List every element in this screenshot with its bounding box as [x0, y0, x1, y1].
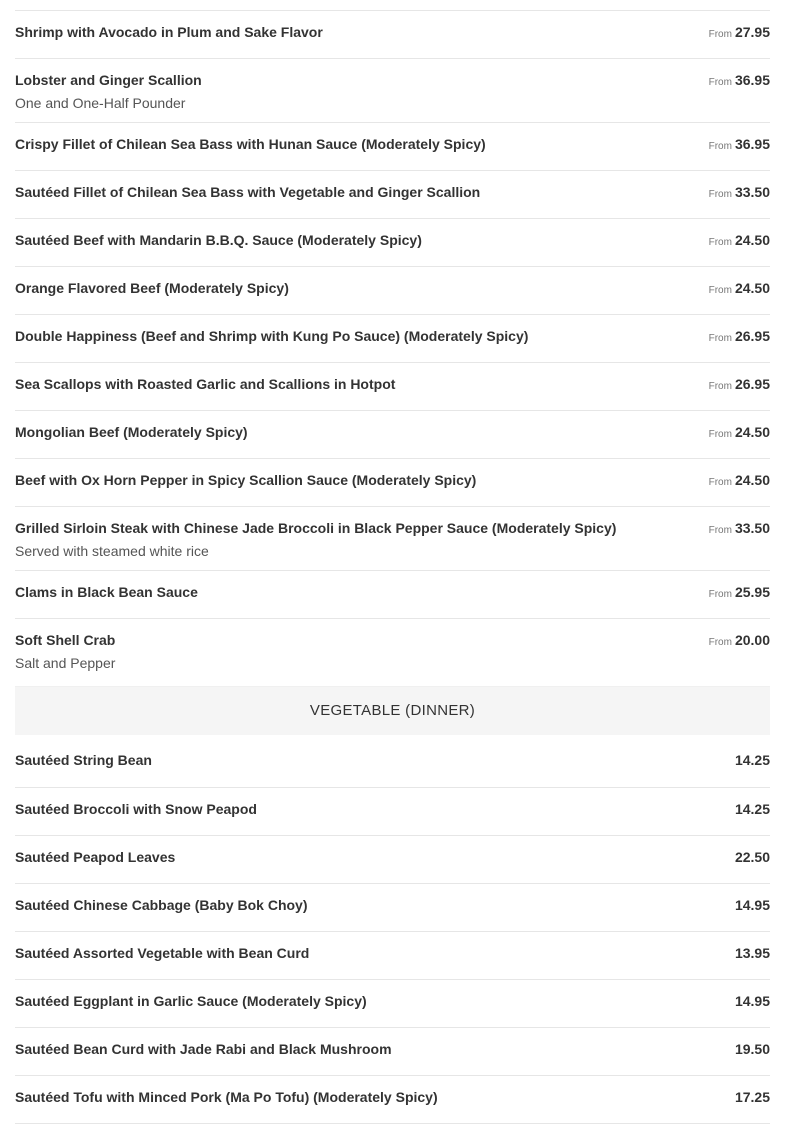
- item-description: One and One-Half Pounder: [15, 95, 186, 111]
- menu-item[interactable]: [15, 266, 770, 314]
- menu-bottom-divider: [15, 1123, 770, 1124]
- item-name: Sautéed Chinese Cabbage (Baby Bok Choy): [15, 897, 308, 913]
- item-name: Sautéed String Bean: [15, 752, 152, 768]
- price-value: 19.50: [734, 1041, 770, 1057]
- item-name: Sautéed Peapod Leaves: [15, 849, 176, 865]
- price-value: 24.50: [734, 472, 770, 488]
- menu-item[interactable]: [15, 931, 770, 979]
- price-value: 33.50: [734, 184, 770, 200]
- item-name: Lobster and Ginger Scallion: [15, 72, 202, 88]
- price-value: 14.25: [734, 801, 770, 817]
- from-label: From: [708, 29, 732, 40]
- item-price: [735, 752, 770, 768]
- from-label: From: [708, 285, 732, 296]
- item-name: Sautéed Bean Curd with Jade Rabi and Black Mushroom: [15, 1041, 392, 1057]
- from-label: From: [708, 333, 732, 344]
- section-header: VEGETABLE (DINNER): [15, 686, 770, 735]
- item-price: [735, 1089, 770, 1105]
- item-price: [709, 72, 770, 91]
- item-name: Double Happiness (Beef and Shrimp with Kung Po Sauce) (Moderately Spicy): [15, 328, 529, 344]
- menu-item[interactable]: [15, 458, 770, 506]
- price-value: 13.95: [734, 945, 770, 961]
- from-label: From: [708, 189, 732, 200]
- item-name: Sautéed Eggplant in Garlic Sauce (Moderately Spicy): [15, 993, 367, 1009]
- menu-item[interactable]: [15, 362, 770, 410]
- item-price: [709, 376, 770, 395]
- price-value: 36.95: [734, 136, 770, 152]
- price-value: 20.00: [734, 632, 770, 648]
- item-name: Grilled Sirloin Steak with Chinese Jade Broccoli in Black Pepper Sauce (Moderately Spicy): [15, 520, 617, 536]
- price-value: 14.95: [734, 993, 770, 1009]
- price-value: 22.50: [734, 849, 770, 865]
- price-value: 24.50: [734, 280, 770, 296]
- item-name: Shrimp with Avocado in Plum and Sake Flavor: [15, 24, 323, 40]
- item-name: Mongolian Beef (Moderately Spicy): [15, 424, 248, 440]
- price-value: 14.25: [734, 752, 770, 768]
- price-value: 27.95: [734, 24, 770, 40]
- menu-list: [15, 0, 770, 1124]
- item-price: [709, 24, 770, 43]
- item-name: Sea Scallops with Roasted Garlic and Scallions in Hotpot: [15, 376, 396, 392]
- price-value: 26.95: [734, 376, 770, 392]
- menu-item[interactable]: [15, 218, 770, 266]
- item-price: [709, 472, 770, 491]
- from-label: From: [708, 429, 732, 440]
- menu-item[interactable]: [15, 10, 770, 58]
- item-price: [709, 184, 770, 203]
- item-price: [735, 897, 770, 913]
- menu-item[interactable]: [15, 570, 770, 618]
- item-price: [735, 993, 770, 1009]
- item-price: [709, 584, 770, 603]
- menu-item[interactable]: [15, 58, 770, 122]
- item-description: Salt and Pepper: [15, 655, 116, 671]
- item-name: Sautéed Broccoli with Snow Peapod: [15, 801, 257, 817]
- menu-sections: [15, 10, 770, 1123]
- item-price: [735, 801, 770, 817]
- menu-item[interactable]: [15, 835, 770, 883]
- price-value: 25.95: [734, 584, 770, 600]
- menu-item[interactable]: [15, 979, 770, 1027]
- from-label: From: [708, 525, 732, 536]
- item-name: Beef with Ox Horn Pepper in Spicy Scallion Sauce (Moderately Spicy): [15, 472, 477, 488]
- price-value: 36.95: [734, 72, 770, 88]
- item-name: Sautéed Fillet of Chilean Sea Bass with Vegetable and Ginger Scallion: [15, 184, 481, 200]
- menu-item[interactable]: [15, 506, 770, 570]
- menu-item[interactable]: [15, 787, 770, 835]
- item-price: [735, 849, 770, 865]
- item-price: [709, 232, 770, 251]
- item-price: [709, 520, 770, 539]
- menu-item[interactable]: [15, 739, 770, 787]
- from-label: From: [708, 237, 732, 248]
- from-label: From: [708, 77, 732, 88]
- price-value: 33.50: [734, 520, 770, 536]
- item-name: Sautéed Assorted Vegetable with Bean Curd: [15, 945, 310, 961]
- item-price: [709, 424, 770, 443]
- from-label: From: [708, 589, 732, 600]
- item-price: [709, 280, 770, 299]
- price-value: 24.50: [734, 232, 770, 248]
- price-value: 24.50: [734, 424, 770, 440]
- item-name: Orange Flavored Beef (Moderately Spicy): [15, 280, 289, 296]
- item-price: [735, 1041, 770, 1057]
- price-value: 17.25: [734, 1089, 770, 1105]
- item-name: Sautéed Beef with Mandarin B.B.Q. Sauce (Moderately Spicy): [15, 232, 422, 248]
- item-description: Served with steamed white rice: [15, 543, 209, 559]
- item-name: Crispy Fillet of Chilean Sea Bass with Hunan Sauce (Moderately Spicy): [15, 136, 486, 152]
- menu-item[interactable]: [15, 410, 770, 458]
- price-value: 14.95: [734, 897, 770, 913]
- menu-item[interactable]: [15, 122, 770, 170]
- from-label: From: [708, 381, 732, 392]
- item-name: Sautéed Tofu with Minced Pork (Ma Po Tofu) (Moderately Spicy): [15, 1089, 438, 1105]
- item-price: [709, 328, 770, 347]
- menu-item[interactable]: [15, 1027, 770, 1075]
- menu-item[interactable]: [15, 314, 770, 362]
- item-name: Clams in Black Bean Sauce: [15, 584, 198, 600]
- from-label: From: [708, 637, 732, 648]
- from-label: From: [708, 477, 732, 488]
- item-name: Soft Shell Crab: [15, 632, 116, 648]
- item-price: [735, 945, 770, 961]
- menu-item[interactable]: [15, 1075, 770, 1123]
- item-price: [709, 136, 770, 155]
- menu-item[interactable]: [15, 170, 770, 218]
- price-value: 26.95: [734, 328, 770, 344]
- from-label: From: [708, 141, 732, 152]
- item-price: [709, 632, 770, 651]
- menu-item[interactable]: [15, 618, 770, 682]
- menu-item[interactable]: [15, 883, 770, 931]
